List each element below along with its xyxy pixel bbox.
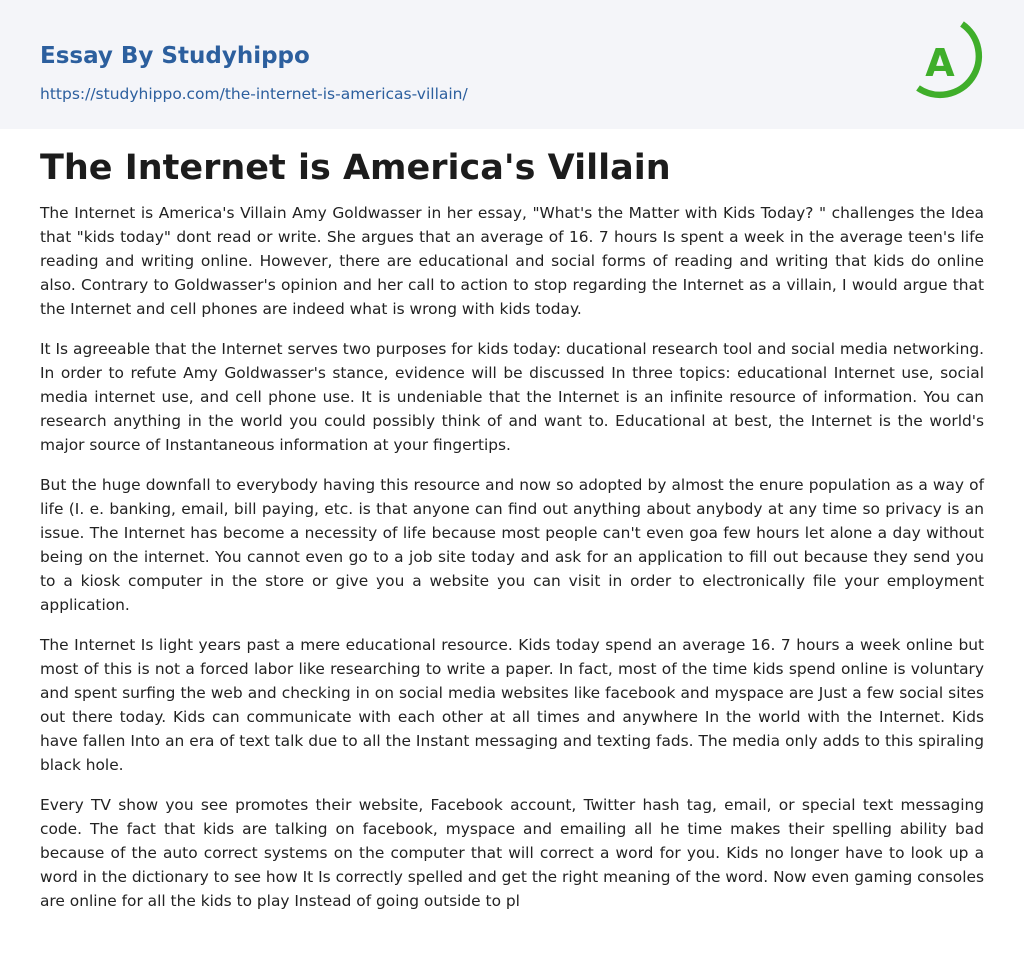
article: [0, 147, 1024, 913]
site-header: [0, 0, 1024, 129]
article-paragraph-5: Every TV show you see promotes their website, Facebook account, Twitter hash tag, email, or special text messaging code. The fact that kids are talking on facebook, myspace and emailing all he time makes their spelling ability bad because of the auto correct systems on the computer that will correct a word for you. Kids no longer have to look up a word in the dictionary to see how It Is correctly spelled and get the right meaning of the word. Now even gaming consoles are online for all the kids to play Instead of going outside to pl: [40, 796, 984, 910]
article-url-link[interactable]: https://studyhippo.com/the-internet-is-americas-villain/: [40, 85, 468, 103]
article-paragraph-3: But the huge downfall to everybody having this resource and now so adopted by almost the enure population as a way of life (I. e. banking, email, bill paying, etc. is that anyone can find out anything about anybody at any time so privacy is an issue. The Internet has become a necessity of life because most people can't even goa few hours let alone a day without being on the internet. You cannot even go to a job site today and ask for an application to fill out because they send you to a kiosk computer in the store or give you a website you can visit in order to electronically file your employment application.: [40, 476, 984, 614]
studyhippo-logo-icon[interactable]: [910, 18, 990, 106]
article-paragraph-4: The Internet Is light years past a mere educational resource. Kids today spend an average 16. 7 hours a week online but most of this is not a forced labor like researching to write a paper. In fact, most of the time kids spend online is voluntary and spent surfing the web and checking in on social media websites like facebook and myspace are Just a few social sites out there today. Kids can communicate with each other at all times and anywhere In the world with the Internet. Kids have fallen Into an era of text talk due to all the Instant messaging and texting fads. The media only adds to this spiraling black hole.: [40, 636, 984, 774]
article-paragraph-2: It Is agreeable that the Internet serves two purposes for kids today: ducational research tool and social media networking. In order to refute Amy Goldwasser's stance, evidence will be discussed In three topics: educational Internet use, social media internet use, and cell phone use. It is undeniable that the Internet is an infinite resource of information. You can research anything in the world you could possibly think of and want to. Educational at best, the Internet is the world's major source of Instantaneous information at your fingertips.: [40, 340, 984, 454]
article-title: The Internet is America's Villain: [40, 148, 671, 188]
brand-title: Essay By Studyhippo: [40, 43, 310, 69]
article-paragraph-1: The Internet is America's Villain Amy Goldwasser in her essay, "What's the Matter with Kids Today? " challenges the Idea that "kids today" dont read or write. She argues that an average of 16. 7 hours Is spent a week in the average teen's life reading and writing online. However, there are educational and social forms of reading and writing that kids do online also. Contrary to Goldwasser's opinion and her call to action to stop regarding the Internet as a villain, I would argue that the Internet and cell phones are indeed what is wrong with kids today.: [40, 204, 984, 318]
logo-letter: A: [925, 41, 955, 85]
